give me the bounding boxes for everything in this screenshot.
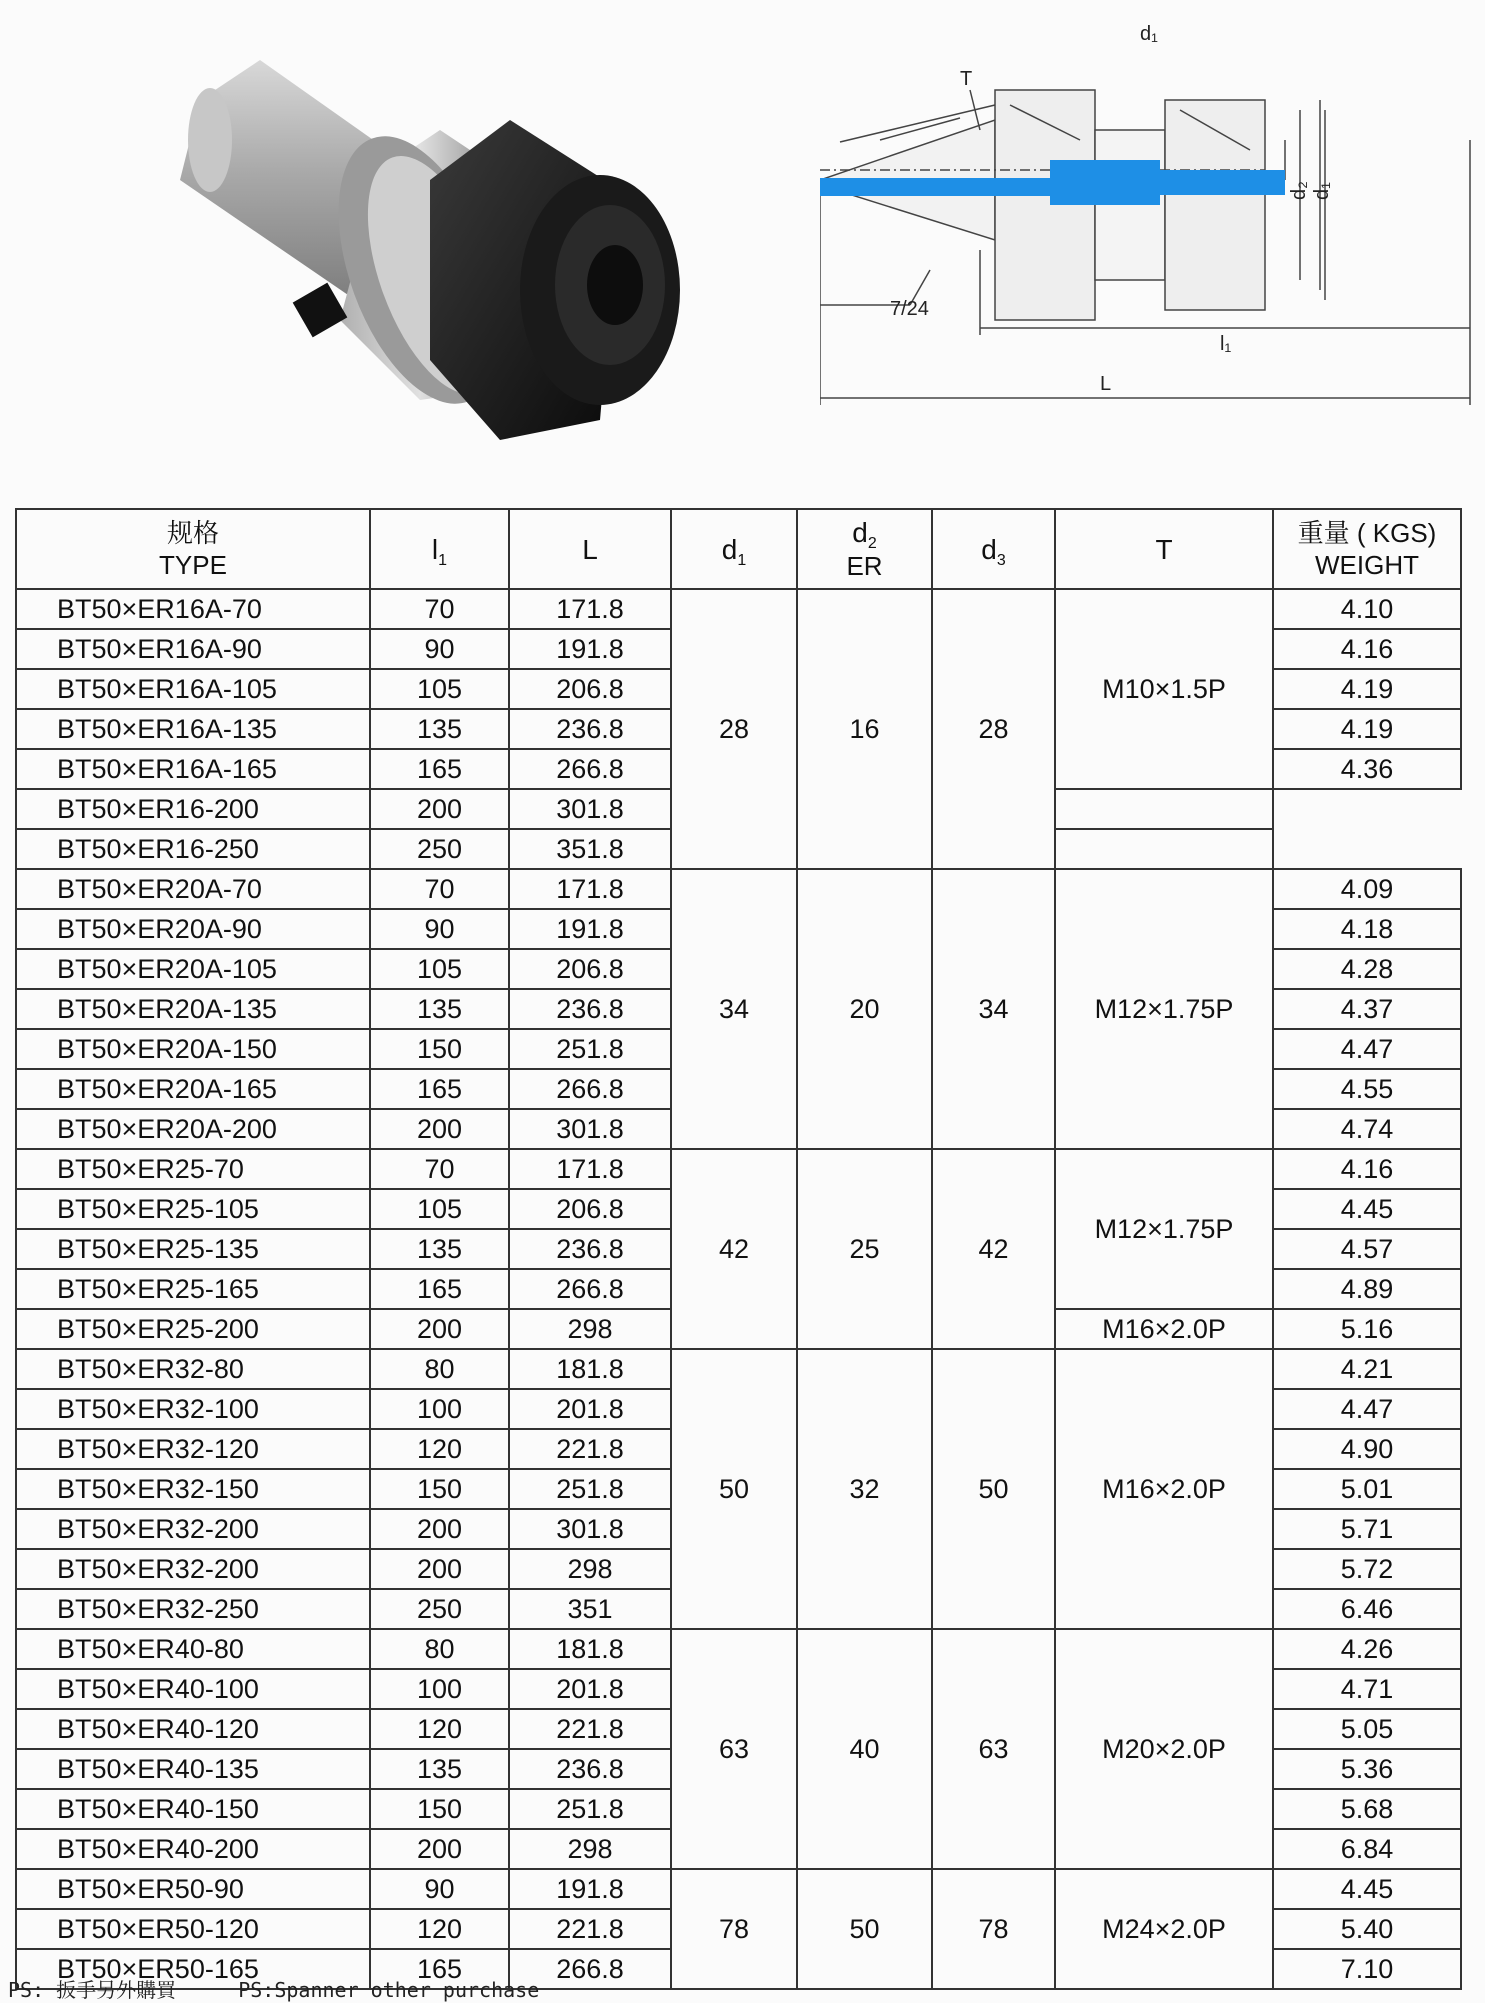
cell-l1: 105 bbox=[370, 1189, 509, 1229]
cell-L: 171.8 bbox=[509, 589, 671, 629]
cell-d2: 16 bbox=[797, 589, 932, 869]
cell-weight: 5.71 bbox=[1273, 1509, 1461, 1549]
cell-L: 301.8 bbox=[509, 1509, 671, 1549]
cell-weight: 4.18 bbox=[1273, 909, 1461, 949]
cell-weight: 4.28 bbox=[1273, 949, 1461, 989]
cell-L: 266.8 bbox=[509, 1069, 671, 1109]
cell-d1: 42 bbox=[671, 1149, 797, 1349]
header-d1 bbox=[671, 509, 797, 589]
cell-type: BT50×ER20A-90 bbox=[16, 909, 370, 949]
spec-table bbox=[15, 508, 1462, 1990]
cell-l1: 165 bbox=[370, 1949, 509, 1989]
cell-L: 251.8 bbox=[509, 1789, 671, 1829]
drawing-label-d1-top: d₁ bbox=[1140, 23, 1158, 45]
cell-type: BT50×ER25-200 bbox=[16, 1309, 370, 1349]
cell-thread: M12×1.75P bbox=[1055, 869, 1273, 1149]
cell-type: BT50×ER32-200 bbox=[16, 1509, 370, 1549]
cell-L: 206.8 bbox=[509, 1189, 671, 1229]
cell-l1: 135 bbox=[370, 1749, 509, 1789]
cell-d3: 63 bbox=[932, 1629, 1055, 1869]
cell-L: 236.8 bbox=[509, 1229, 671, 1269]
cell-d1: 78 bbox=[671, 1869, 797, 1989]
header-d3-sub: 3 bbox=[996, 551, 1006, 569]
cell-d3: 50 bbox=[932, 1349, 1055, 1629]
cell-type: BT50×ER20A-150 bbox=[16, 1029, 370, 1069]
drawing-label-thread: T bbox=[960, 68, 973, 90]
cell-type: BT50×ER25-70 bbox=[16, 1149, 370, 1189]
cell-l1: 200 bbox=[370, 1509, 509, 1549]
cell-L: 221.8 bbox=[509, 1709, 671, 1749]
cell-d3: 42 bbox=[932, 1149, 1055, 1349]
header-weight bbox=[1273, 509, 1461, 589]
cell-L: 206.8 bbox=[509, 669, 671, 709]
cell-thread: M24×2.0P bbox=[1055, 1869, 1273, 1989]
cell-weight: 4.16 bbox=[1273, 1149, 1461, 1189]
cell-L: 191.8 bbox=[509, 1869, 671, 1909]
cell-weight: 4.90 bbox=[1273, 1429, 1461, 1469]
cell-type: BT50×ER20A-165 bbox=[16, 1069, 370, 1109]
header-type bbox=[16, 509, 370, 589]
cell-weight: 4.10 bbox=[1273, 589, 1461, 629]
cell-type: BT50×ER32-150 bbox=[16, 1469, 370, 1509]
cell-L: 298 bbox=[509, 1309, 671, 1349]
cell-thread: M16×2.0P bbox=[1055, 1349, 1273, 1629]
cell-thread: M20×2.0P bbox=[1055, 1629, 1273, 1869]
cell-l1: 250 bbox=[370, 829, 509, 869]
cell-weight: 5.05 bbox=[1273, 1709, 1461, 1749]
cell-d1: 34 bbox=[671, 869, 797, 1149]
cell-L: 266.8 bbox=[509, 749, 671, 789]
header-d2-base: d bbox=[852, 517, 868, 549]
cell-type: BT50×ER32-120 bbox=[16, 1429, 370, 1469]
cell-l1: 120 bbox=[370, 1909, 509, 1949]
footnote-cn: PS: 扳手另外購買 bbox=[8, 1978, 177, 2002]
cell-type: BT50×ER50-165 bbox=[16, 1949, 370, 1989]
cell-L: 181.8 bbox=[509, 1349, 671, 1389]
cell-type: BT50×ER16A-70 bbox=[16, 589, 370, 629]
drawing-label-l1: l₁ bbox=[1220, 333, 1232, 355]
cell-weight: 5.72 bbox=[1273, 1549, 1461, 1589]
cell-l1: 200 bbox=[370, 1309, 509, 1349]
table-row bbox=[16, 589, 1461, 629]
cell-type: BT50×ER40-150 bbox=[16, 1789, 370, 1829]
cell-type: BT50×ER40-100 bbox=[16, 1669, 370, 1709]
footnote bbox=[8, 1974, 589, 2003]
header-d2 bbox=[797, 509, 932, 589]
cell-weight: 4.21 bbox=[1273, 1349, 1461, 1389]
cell-L: 266.8 bbox=[509, 1949, 671, 1989]
table-row bbox=[16, 869, 1461, 909]
cell-L: 298 bbox=[509, 1549, 671, 1589]
cell-weight: 6.46 bbox=[1273, 1589, 1461, 1629]
header-d1-sub: 1 bbox=[737, 551, 747, 569]
cell-type: BT50×ER32-80 bbox=[16, 1349, 370, 1389]
cell-weight: 5.16 bbox=[1273, 1309, 1461, 1349]
cell-weight: 4.89 bbox=[1273, 1269, 1461, 1309]
cell-type: BT50×ER25-165 bbox=[16, 1269, 370, 1309]
cell-weight: 4.71 bbox=[1273, 1669, 1461, 1709]
cell-l1: 150 bbox=[370, 1789, 509, 1829]
header-d1-base: d bbox=[721, 533, 738, 565]
header-l1-sub: 1 bbox=[438, 551, 448, 569]
drawing-label-taper: 7/24 bbox=[890, 298, 929, 320]
cell-l1: 200 bbox=[370, 1109, 509, 1149]
cell-L: 236.8 bbox=[509, 989, 671, 1029]
cell-L: 266.8 bbox=[509, 1269, 671, 1309]
cell-thread: M12×1.75P bbox=[1055, 1149, 1273, 1309]
cell-d3: 28 bbox=[932, 589, 1055, 869]
cell-type: BT50×ER20A-105 bbox=[16, 949, 370, 989]
cell-d3: 34 bbox=[932, 869, 1055, 1149]
cell-l1: 70 bbox=[370, 589, 509, 629]
cell-L: 236.8 bbox=[509, 709, 671, 749]
cell-weight: 4.16 bbox=[1273, 629, 1461, 669]
cell-weight: 5.01 bbox=[1273, 1469, 1461, 1509]
header-d2-sub: 2 bbox=[867, 535, 877, 553]
cell-l1: 135 bbox=[370, 709, 509, 749]
cell-thread: M10×1.5P bbox=[1055, 589, 1273, 789]
header-weight-en: WEIGHT bbox=[1315, 550, 1419, 580]
cell-l1: 90 bbox=[370, 909, 509, 949]
cell-weight: 4.09 bbox=[1273, 869, 1461, 909]
cell-weight: 4.37 bbox=[1273, 989, 1461, 1029]
table-row bbox=[16, 1149, 1461, 1189]
cell-l1: 150 bbox=[370, 1469, 509, 1509]
cell-type: BT50×ER16-250 bbox=[16, 829, 370, 869]
cell-l1: 100 bbox=[370, 1669, 509, 1709]
cell-type: BT50×ER40-135 bbox=[16, 1749, 370, 1789]
cell-weight: 4.26 bbox=[1273, 1629, 1461, 1669]
cell-L: 181.8 bbox=[509, 1629, 671, 1669]
cell-L: 236.8 bbox=[509, 1749, 671, 1789]
cell-l1: 70 bbox=[370, 869, 509, 909]
cell-weight: 4.55 bbox=[1273, 1069, 1461, 1109]
cell-type: BT50×ER40-200 bbox=[16, 1829, 370, 1869]
cell-l1: 90 bbox=[370, 629, 509, 669]
cell-weight bbox=[1055, 829, 1273, 869]
cell-type: BT50×ER20A-135 bbox=[16, 989, 370, 1029]
cell-d2: 40 bbox=[797, 1629, 932, 1869]
cell-type: BT50×ER25-135 bbox=[16, 1229, 370, 1269]
cell-type: BT50×ER16A-90 bbox=[16, 629, 370, 669]
cell-l1: 150 bbox=[370, 1029, 509, 1069]
cell-L: 171.8 bbox=[509, 1149, 671, 1189]
cell-d2: 25 bbox=[797, 1149, 932, 1349]
cell-weight: 4.74 bbox=[1273, 1109, 1461, 1149]
technical-drawing bbox=[820, 10, 1480, 430]
cell-weight: 5.36 bbox=[1273, 1749, 1461, 1789]
product-photo bbox=[170, 60, 760, 490]
cell-L: 171.8 bbox=[509, 869, 671, 909]
cell-type: BT50×ER20A-200 bbox=[16, 1109, 370, 1149]
cell-l1: 90 bbox=[370, 1869, 509, 1909]
cell-weight: 4.36 bbox=[1273, 749, 1461, 789]
cell-l1: 105 bbox=[370, 949, 509, 989]
cell-type: BT50×ER50-120 bbox=[16, 1909, 370, 1949]
header-L-label: L bbox=[582, 533, 598, 565]
header-type-en: TYPE bbox=[159, 550, 227, 580]
cell-type: BT50×ER16A-105 bbox=[16, 669, 370, 709]
cell-type: BT50×ER16A-135 bbox=[16, 709, 370, 749]
cell-l1: 120 bbox=[370, 1429, 509, 1469]
table-row bbox=[16, 1349, 1461, 1389]
cell-type: BT50×ER40-120 bbox=[16, 1709, 370, 1749]
cell-type: BT50×ER32-200 bbox=[16, 1549, 370, 1589]
footnote-en: PS:Spanner other purchase bbox=[238, 1978, 540, 2002]
header-d3 bbox=[932, 509, 1055, 589]
cell-L: 301.8 bbox=[509, 1109, 671, 1149]
cell-L: 351.8 bbox=[509, 829, 671, 869]
cell-weight: 6.84 bbox=[1273, 1829, 1461, 1869]
cell-d2: 32 bbox=[797, 1349, 932, 1629]
header-type-cn: 规格 bbox=[166, 517, 219, 548]
cell-l1: 200 bbox=[370, 1549, 509, 1589]
cell-weight: 7.10 bbox=[1273, 1949, 1461, 1989]
cell-l1: 80 bbox=[370, 1629, 509, 1669]
cell-L: 221.8 bbox=[509, 1429, 671, 1469]
cell-L: 298 bbox=[509, 1829, 671, 1869]
cell-weight: 4.19 bbox=[1273, 709, 1461, 749]
cell-L: 201.8 bbox=[509, 1669, 671, 1709]
cell-weight: 5.68 bbox=[1273, 1789, 1461, 1829]
cell-l1: 165 bbox=[370, 1069, 509, 1109]
cell-l1: 80 bbox=[370, 1349, 509, 1389]
header-weight-cn: 重量 ( KGS) bbox=[1297, 517, 1437, 548]
cell-type: BT50×ER32-100 bbox=[16, 1389, 370, 1429]
cell-l1: 105 bbox=[370, 669, 509, 709]
header-d3-base: d bbox=[981, 533, 997, 565]
cell-L: 191.8 bbox=[509, 629, 671, 669]
cell-d2: 20 bbox=[797, 869, 932, 1149]
cell-L: 251.8 bbox=[509, 1029, 671, 1069]
cell-l1: 165 bbox=[370, 1269, 509, 1309]
cell-L: 191.8 bbox=[509, 909, 671, 949]
cell-weight: 5.40 bbox=[1273, 1909, 1461, 1949]
cell-weight: 4.45 bbox=[1273, 1869, 1461, 1909]
cell-l1: 165 bbox=[370, 749, 509, 789]
cell-type: BT50×ER40-80 bbox=[16, 1629, 370, 1669]
table-row bbox=[16, 1869, 1461, 1909]
cell-l1: 200 bbox=[370, 1829, 509, 1869]
cell-type: BT50×ER50-90 bbox=[16, 1869, 370, 1909]
header-T-label: T bbox=[1155, 533, 1173, 565]
cell-L: 221.8 bbox=[509, 1909, 671, 1949]
drawing-label-L: L bbox=[1100, 373, 1112, 395]
cell-l1: 135 bbox=[370, 989, 509, 1029]
cell-d1: 50 bbox=[671, 1349, 797, 1629]
cell-weight bbox=[1055, 789, 1273, 829]
cell-l1: 135 bbox=[370, 1229, 509, 1269]
header-l1-base: l bbox=[431, 533, 439, 565]
cell-thread: M16×2.0P bbox=[1055, 1309, 1273, 1349]
cell-l1: 70 bbox=[370, 1149, 509, 1189]
cell-weight: 4.57 bbox=[1273, 1229, 1461, 1269]
drawing-label-d1-side: d₁ bbox=[1311, 182, 1333, 200]
cell-L: 351 bbox=[509, 1589, 671, 1629]
cell-d3: 78 bbox=[932, 1869, 1055, 1989]
cell-l1: 200 bbox=[370, 789, 509, 829]
cell-L: 251.8 bbox=[509, 1469, 671, 1509]
cell-type: BT50×ER20A-70 bbox=[16, 869, 370, 909]
header-T bbox=[1055, 509, 1273, 589]
cell-type: BT50×ER32-250 bbox=[16, 1589, 370, 1629]
cell-L: 301.8 bbox=[509, 789, 671, 829]
drawing-label-d2: d₂ bbox=[1288, 181, 1310, 200]
cell-l1: 250 bbox=[370, 1589, 509, 1629]
cell-L: 206.8 bbox=[509, 949, 671, 989]
cell-type: BT50×ER25-105 bbox=[16, 1189, 370, 1229]
cell-d1: 28 bbox=[671, 589, 797, 869]
cell-weight: 4.45 bbox=[1273, 1189, 1461, 1229]
spec-table-body bbox=[16, 589, 1461, 1989]
cell-l1: 100 bbox=[370, 1389, 509, 1429]
header-d2-er: ER bbox=[846, 551, 883, 582]
table-row bbox=[16, 1629, 1461, 1669]
cell-type: BT50×ER16-200 bbox=[16, 789, 370, 829]
cell-d2: 50 bbox=[797, 1869, 932, 1989]
cell-weight: 4.47 bbox=[1273, 1389, 1461, 1429]
header-L bbox=[509, 509, 671, 589]
cell-L: 201.8 bbox=[509, 1389, 671, 1429]
cell-l1: 120 bbox=[370, 1709, 509, 1749]
header-l1 bbox=[370, 509, 509, 589]
cell-weight: 4.47 bbox=[1273, 1029, 1461, 1069]
cell-d1: 63 bbox=[671, 1629, 797, 1869]
cell-weight: 4.19 bbox=[1273, 669, 1461, 709]
cell-type: BT50×ER16A-165 bbox=[16, 749, 370, 789]
